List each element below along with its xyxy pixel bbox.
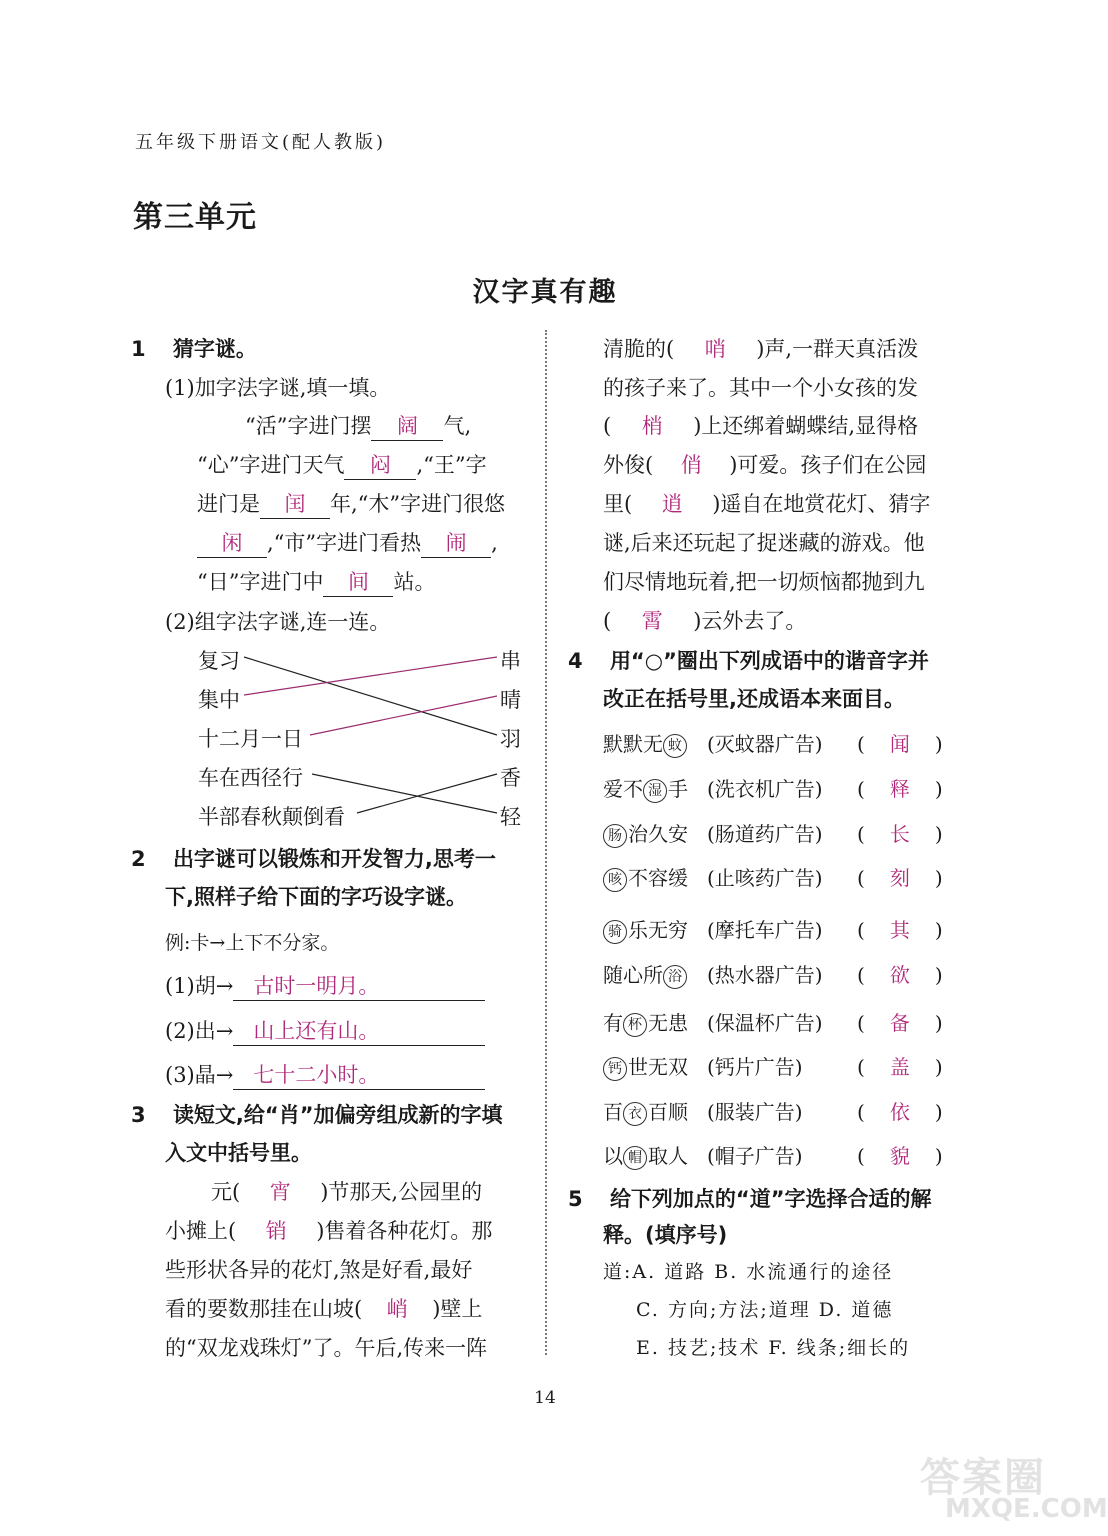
idiom-text: 百 [603, 1100, 623, 1124]
answer-fill[interactable]: 俏 [680, 453, 702, 477]
idiom-text: 百顺 [648, 1100, 688, 1124]
q1-riddle-line: “日”字进门中 间 站。 [197, 566, 435, 597]
idiom-text: 乐无穷 [628, 918, 688, 942]
answer-fill[interactable]: 其 [889, 918, 910, 942]
paren-close: ) [934, 1055, 943, 1079]
idiom-text: 手 [668, 777, 688, 801]
ad-label: (帽子广告) [707, 1144, 803, 1168]
passage-line: 们尽情地玩着,把一切烦恼都抛到九 [603, 570, 925, 594]
match-line [312, 774, 497, 813]
ad-label: (止咳药广告) [707, 866, 823, 890]
answer-blank[interactable]: 闲 [197, 527, 267, 558]
ad-label: (肠道药广告) [707, 822, 823, 846]
match-right-item[interactable]: 轻 [500, 805, 521, 829]
paren-open: ( [857, 866, 865, 890]
q4-title-line2: 改正在括号里,还成语本来面目。 [603, 687, 905, 711]
circled-homophone[interactable]: 肠 [603, 824, 627, 848]
idiom-row [603, 1140, 943, 1170]
match-right-item[interactable]: 晴 [500, 688, 521, 712]
q1-riddle-line: “心”字进门天气 闷 ,“王”字 [197, 449, 487, 480]
q1-title-text: 猜字谜。 [172, 337, 257, 361]
q4-number: 4 [568, 649, 583, 673]
q5-title-line2: 释。(填序号) [603, 1223, 728, 1247]
page-number: 14 [534, 1388, 556, 1408]
book-header: 五年级下册语文(配人教版) [135, 132, 387, 153]
passage-line: 里( 逍 )遥自在地赏花灯、猜字 [603, 488, 930, 518]
answer-blank[interactable]: 闹 [421, 527, 491, 558]
answer-fill[interactable]: 备 [889, 1011, 910, 1035]
passage-line: ( 梢 )上还绑着蝴蝶结,显得格 [603, 410, 918, 440]
idiom-row [603, 1051, 943, 1081]
answer-blank[interactable]: 闰 [260, 488, 330, 519]
idiom-text: 无患 [648, 1011, 688, 1035]
answer-line[interactable]: 古时一明月。 [233, 970, 485, 1001]
match-line [244, 657, 497, 735]
answer-fill[interactable]: 刻 [889, 866, 910, 890]
q5-title: 5 给下列加点的“道”字选择合适的解 [568, 1187, 932, 1211]
q2-number: 2 [131, 847, 146, 871]
paren-close: ) [934, 777, 943, 801]
paren-close: ) [934, 963, 943, 987]
paren-open: ( [857, 1144, 865, 1168]
idiom-text: 取人 [648, 1144, 688, 1168]
idiom-text: 爱不 [603, 777, 643, 801]
paren-close: ) [934, 918, 943, 942]
passage-line: 些形状各异的花灯,煞是好看,最好 [165, 1258, 473, 1282]
idiom-text: 有 [603, 1011, 623, 1035]
match-left-item[interactable]: 十二月一日 [198, 727, 303, 751]
ad-label: (洗衣机广告) [707, 777, 823, 801]
idiom-row [603, 959, 943, 989]
answer-fill[interactable]: 欲 [889, 963, 910, 987]
circled-homophone[interactable]: 衣 [623, 1102, 647, 1126]
paren-open: ( [857, 1100, 865, 1124]
circled-homophone[interactable]: 骑 [603, 920, 627, 944]
passage-line: 的孩子来了。其中一个小女孩的发 [603, 376, 918, 400]
q1-riddle-line: 进门是 闰 年,“木”字进门很悠 [197, 488, 505, 519]
q5-option: E. 技艺;技术 F. 线条;细长的 [636, 1337, 911, 1359]
idiom-text: 随心所 [603, 963, 663, 987]
q2-title-line2: 下,照样子给下面的字巧设字谜。 [165, 885, 467, 909]
q1-part1-title: (1)加字法字谜,填一填。 [165, 376, 391, 400]
idiom-row [603, 862, 943, 892]
circled-homophone[interactable]: 钙 [603, 1057, 627, 1081]
answer-line[interactable]: 山上还有山。 [233, 1015, 485, 1046]
idiom-row [603, 773, 943, 803]
passage-line: 外俊( 俏 )可爱。孩子们在公园 [603, 449, 926, 479]
match-right-item[interactable]: 羽 [500, 727, 521, 751]
q3-title: 3 读短文,给“肖”加偏旁组成新的字填 [131, 1103, 503, 1127]
passage-line: 小摊上( 销 )售着各种花灯。那 [165, 1215, 492, 1245]
idiom-row [603, 1007, 943, 1037]
paren-open: ( [857, 1055, 865, 1079]
idiom-text: 治久安 [628, 822, 688, 846]
paren-close: ) [934, 1100, 943, 1124]
match-right-item[interactable]: 香 [500, 766, 521, 790]
answer-fill[interactable]: 依 [889, 1100, 910, 1124]
paren-open: ( [857, 777, 865, 801]
answer-line[interactable]: 七十二小时。 [233, 1059, 485, 1090]
answer-fill[interactable]: 哨 [704, 337, 726, 361]
q5-option: 道:A. 道路 B. 水流通行的途径 [603, 1261, 894, 1283]
match-line [244, 657, 497, 695]
q1-riddle-line: 闲 ,“市”字进门看热 闹 , [197, 527, 498, 558]
paren-close: ) [934, 1144, 943, 1168]
q3-number: 3 [131, 1103, 146, 1127]
q5-option: C. 方向;方法;道理 D. 道德 [636, 1299, 894, 1321]
idiom-text: 不容缓 [628, 866, 688, 890]
paren-close: ) [934, 866, 943, 890]
unit-title: 第三单元 [133, 200, 257, 235]
q3-title-line2: 入文中括号里。 [165, 1141, 312, 1165]
passage-line: 元( 宵 )节那天,公园里的 [211, 1176, 482, 1206]
ad-label: (保温杯广告) [707, 1011, 823, 1035]
match-left-item[interactable]: 半部春秋颠倒看 [198, 805, 345, 829]
q2-title: 2 出字谜可以锻炼和开发智力,思考一 [131, 847, 496, 871]
idiom-text: 世无双 [628, 1055, 688, 1079]
answer-fill[interactable]: 峭 [386, 1297, 408, 1321]
match-line [357, 774, 497, 813]
ad-label: (服装广告) [707, 1100, 803, 1124]
q1-riddle-line: “活”字进门摆 阔 气, [245, 410, 471, 441]
q4-title: 4 用“○”圈出下列成语中的谐音字并 [568, 649, 929, 673]
lesson-title: 汉字真有趣 [472, 277, 618, 308]
answer-fill[interactable]: 长 [889, 822, 910, 846]
answer-fill[interactable]: 貌 [889, 1144, 910, 1168]
passage-line: 看的要数那挂在山坡( 峭 )壁上 [165, 1293, 482, 1323]
answer-fill[interactable]: 宵 [269, 1180, 291, 1204]
idiom-row [603, 1096, 943, 1126]
answer-blank[interactable]: 闷 [344, 449, 416, 480]
answer-fill[interactable]: 逍 [661, 492, 683, 516]
q2-example: 例:卡→上下不分家。 [165, 932, 340, 954]
idiom-row [603, 914, 943, 944]
answer-fill[interactable]: 销 [265, 1219, 287, 1243]
paren-close: ) [934, 1011, 943, 1035]
ad-label: (灭蚊器广告) [707, 732, 823, 756]
circled-homophone[interactable]: 湿 [643, 779, 667, 803]
paren-open: ( [857, 1011, 865, 1035]
watermark-url: MXQE.COM [945, 1494, 1108, 1524]
q2-item: (3)晶→ 七十二小时。 [165, 1059, 485, 1090]
match-left-item[interactable]: 集中 [198, 688, 240, 712]
circled-homophone[interactable]: 杯 [623, 1013, 647, 1037]
paren-open: ( [857, 963, 865, 987]
paren-close: ) [934, 822, 943, 846]
match-line [310, 696, 497, 735]
idiom-text: 以 [603, 1144, 623, 1168]
passage-line: 的“双龙戏珠灯”了。午后,传来一阵 [165, 1336, 488, 1360]
circled-homophone[interactable]: 咳 [603, 868, 627, 892]
match-right-item[interactable]: 串 [500, 649, 521, 673]
answer-fill[interactable]: 梢 [641, 414, 663, 438]
q2-item: (1)胡→ 古时一明月。 [165, 970, 485, 1001]
watermark-logo: 答案圈 [920, 1455, 1046, 1501]
idiom-row [603, 818, 943, 848]
answer-fill[interactable]: 盖 [889, 1055, 910, 1079]
match-left-item[interactable]: 复习 [198, 649, 240, 673]
idiom-text: 默默无 [603, 732, 663, 756]
q1-number: 1 [131, 337, 146, 361]
idiom-row [603, 728, 943, 758]
paren-open: ( [857, 918, 865, 942]
ad-label: (摩托车广告) [707, 918, 823, 942]
answer-blank[interactable]: 阔 [371, 410, 443, 441]
q2-item: (2)出→ 山上还有山。 [165, 1015, 485, 1046]
answer-fill[interactable]: 释 [889, 777, 910, 801]
circled-homophone[interactable]: 蚊 [663, 734, 687, 758]
paren-close: ) [934, 732, 943, 756]
circled-homophone[interactable]: 浴 [663, 965, 687, 989]
passage-line: 清脆的( 哨 )声,一群天真活泼 [603, 333, 918, 363]
ad-label: (热水器广告) [707, 963, 823, 987]
answer-fill[interactable]: 霄 [641, 609, 663, 633]
circled-homophone[interactable]: 帽 [623, 1146, 647, 1170]
paren-open: ( [857, 732, 865, 756]
passage-line: 谜,后来还玩起了捉迷藏的游戏。他 [603, 531, 925, 555]
paren-open: ( [857, 822, 865, 846]
answer-fill[interactable]: 闻 [889, 732, 910, 756]
passage-line: ( 霄 )云外去了。 [603, 605, 806, 635]
match-left-item[interactable]: 车在西径行 [198, 766, 303, 790]
q1-part2-title: (2)组字法字谜,连一连。 [165, 610, 391, 634]
q5-number: 5 [568, 1187, 583, 1211]
ad-label: (钙片广告) [707, 1055, 803, 1079]
answer-blank[interactable]: 间 [323, 566, 393, 597]
